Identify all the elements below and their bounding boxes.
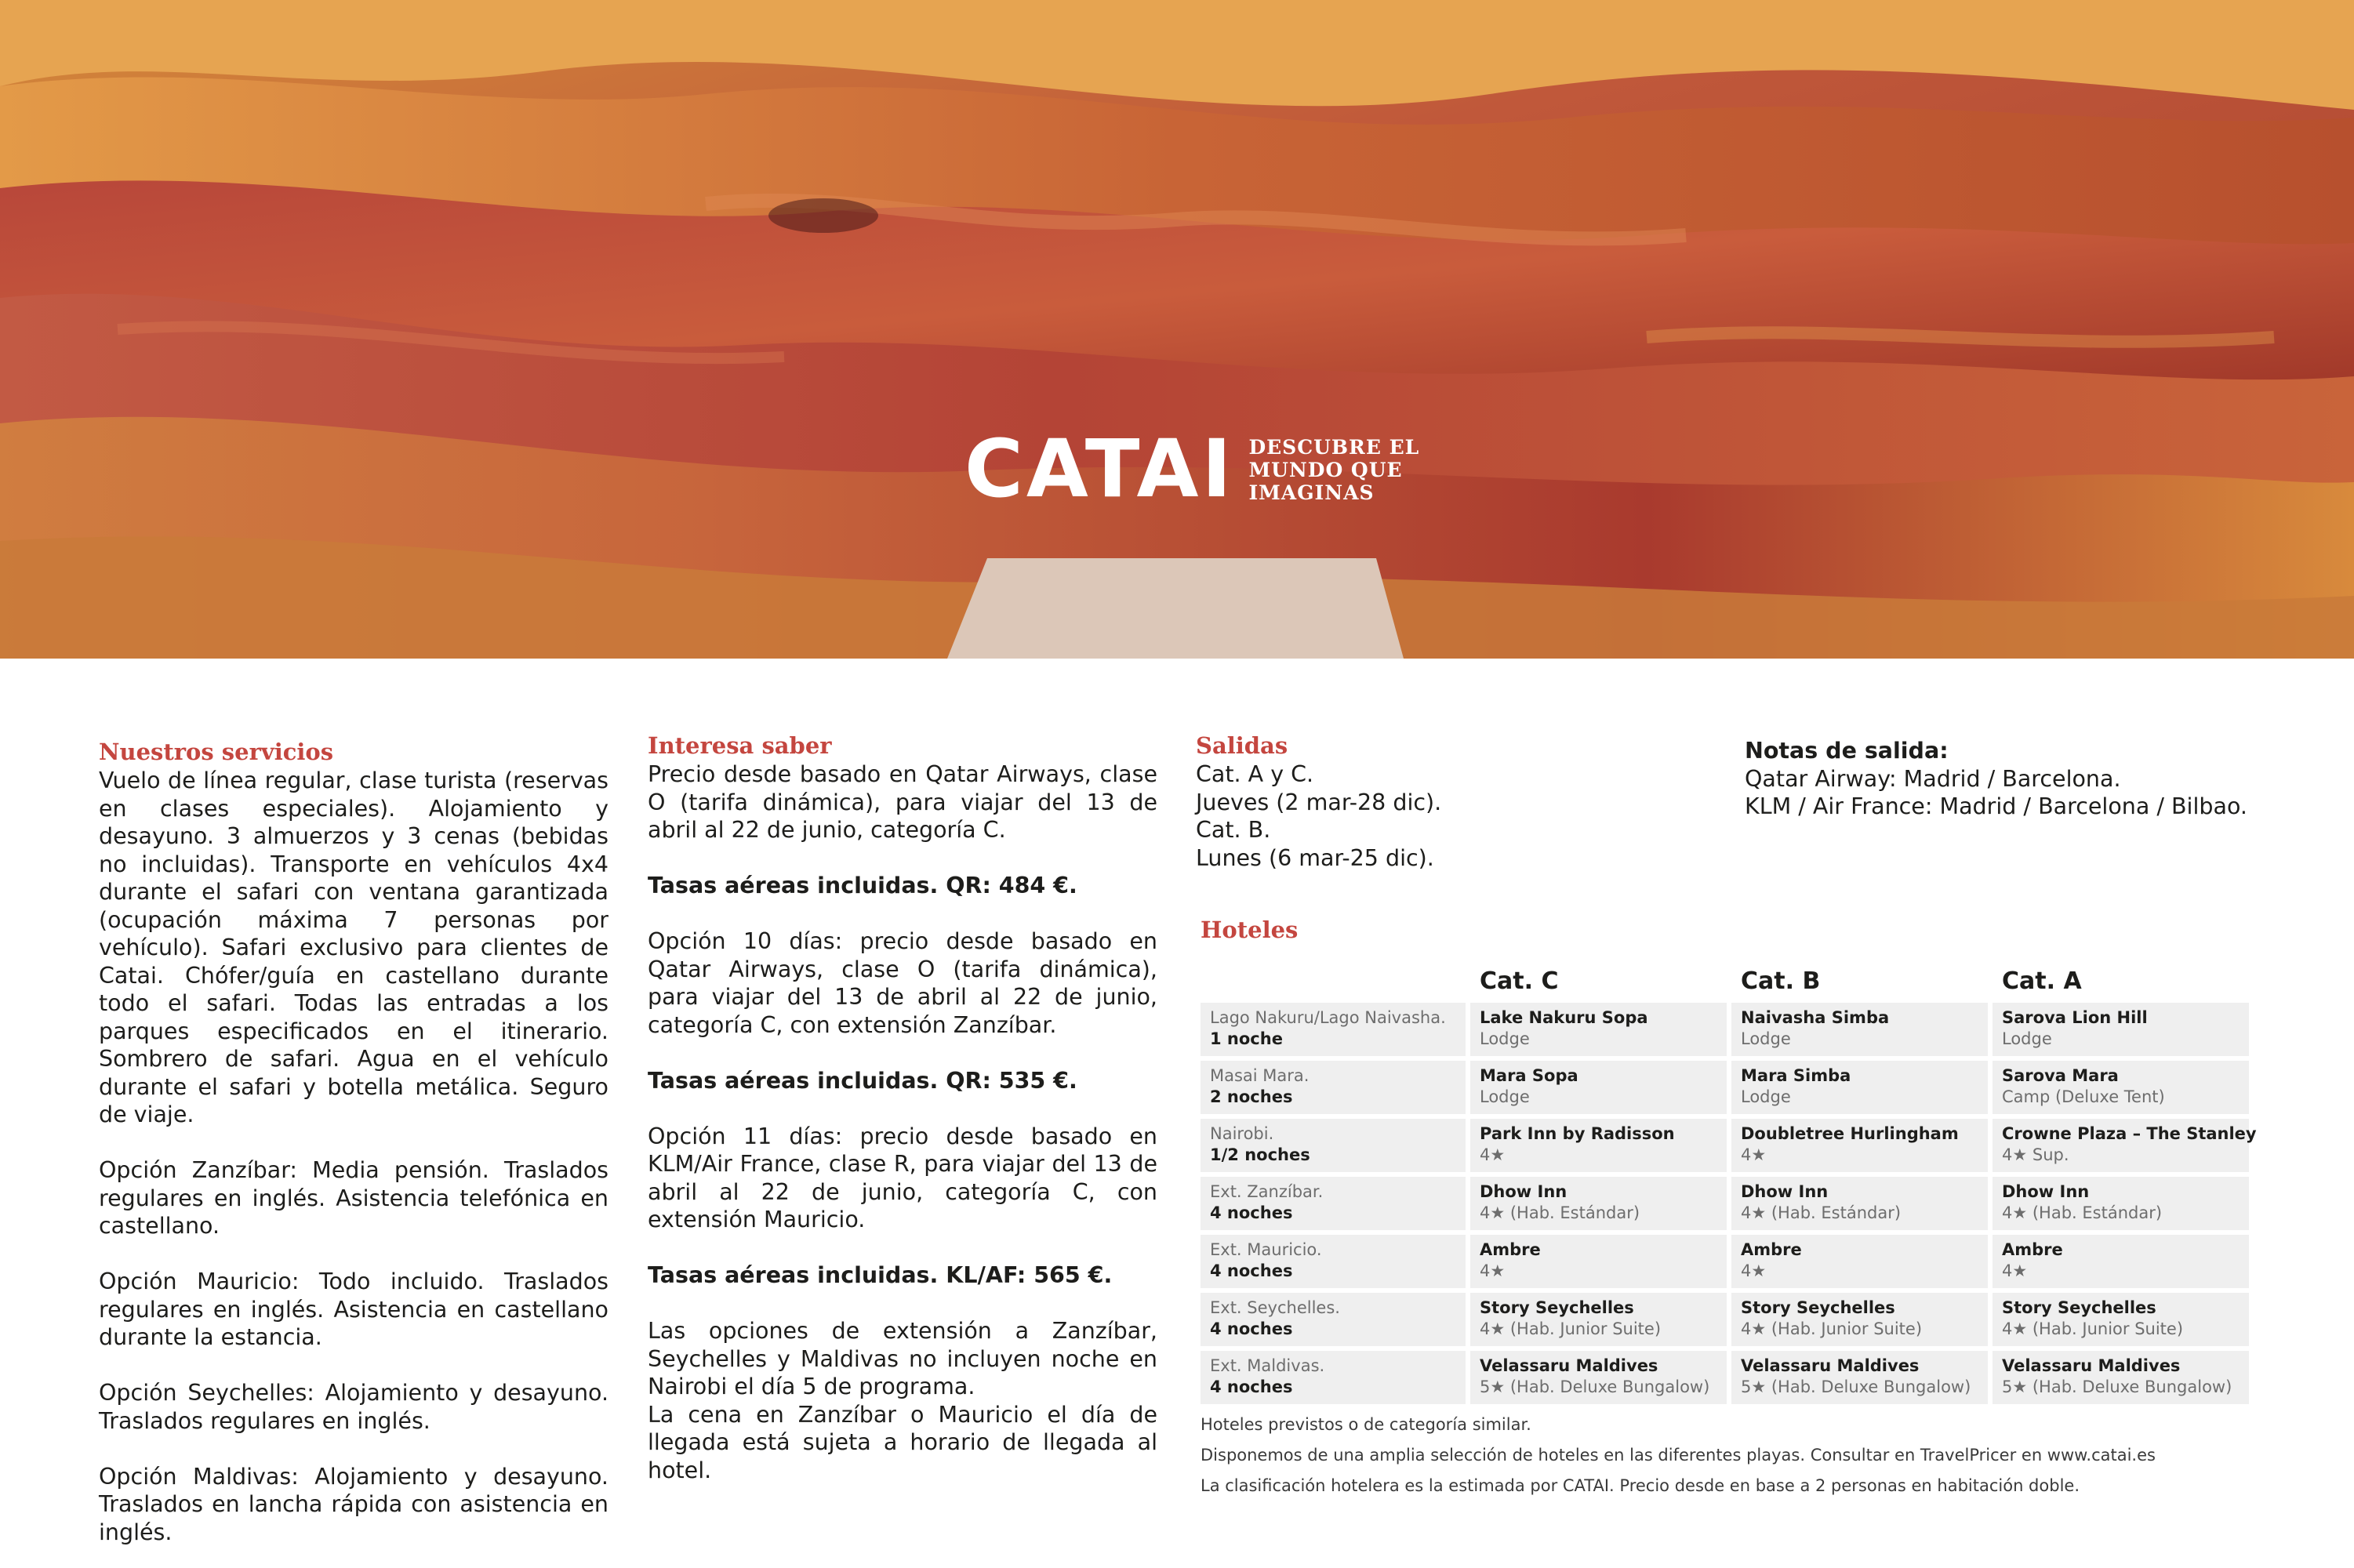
hotel-name: Park Inn by Radisson	[1480, 1124, 1675, 1143]
hotel-cell	[1731, 1235, 1988, 1288]
location-name: Ext. Seychelles.	[1210, 1298, 1340, 1317]
hotel-name: Story Seychelles	[1480, 1298, 1634, 1317]
hotel-cell	[1731, 1293, 1988, 1346]
tagline-line: DESCUBRE EL	[1248, 435, 1420, 459]
hotel-type: 4★ (Hab. Junior Suite)	[1741, 1319, 1923, 1338]
servicios-paragraph: Opción Seychelles: Alojamiento y desayuno. Traslados regulares en inglés.	[99, 1380, 608, 1434]
hotel-cell	[1993, 1119, 2257, 1172]
table-row	[1201, 1061, 2255, 1114]
location-cell	[1201, 1119, 1466, 1172]
salidas-line: Cat. B.	[1196, 817, 1271, 843]
tagline-line: MUNDO QUE	[1248, 458, 1403, 481]
location-name: Ext. Maldivas.	[1210, 1356, 1325, 1375]
hotel-type: Lodge	[2002, 1029, 2052, 1048]
hotel-type: Lodge	[1480, 1029, 1530, 1048]
salidas-title: Salidas	[1196, 732, 1288, 759]
hotel-cell	[1731, 1061, 1988, 1114]
servicios-paragraph: Opción Zanzíbar: Media pensión. Traslados regulares en inglés. Asistencia telefónica en castellano.	[99, 1157, 608, 1239]
table-row	[1201, 1351, 2255, 1404]
location-cell	[1201, 1061, 1466, 1114]
hotel-cell	[1993, 1177, 2249, 1230]
hotel-type: 4★ Sup.	[2002, 1145, 2069, 1164]
location-cell	[1201, 1351, 1466, 1404]
notas-section	[1745, 737, 2294, 821]
hotel-cell	[1470, 1235, 1727, 1288]
category-label: Cat. C	[1480, 967, 1559, 995]
catai-logo	[964, 423, 1420, 516]
hotel-name: Naivasha Simba	[1741, 1008, 1890, 1027]
hotel-cell	[1993, 1003, 2249, 1056]
hotel-type: 4★	[1741, 1145, 1767, 1164]
hotel-type: 4★ (Hab. Estándar)	[2002, 1203, 2163, 1222]
hotel-name: Crowne Plaza – The Stanley	[2002, 1124, 2257, 1143]
location-name: Masai Mara.	[1210, 1066, 1310, 1085]
hotel-name: Ambre	[2002, 1240, 2063, 1259]
table-row	[1201, 1119, 2255, 1172]
notas-line: Qatar Airway: Madrid / Barcelona.	[1745, 765, 2121, 792]
tasas-line: Tasas aéreas incluidas. QR: 535 €.	[648, 1067, 1077, 1094]
location-name: Lago Nakuru/Lago Naivasha.	[1210, 1008, 1446, 1027]
hotel-name: Doubletree Hurlingham	[1741, 1124, 1959, 1143]
hotel-name: Lake Nakuru Sopa	[1480, 1008, 1648, 1027]
location-nights: 2 noches	[1210, 1087, 1293, 1106]
interesa-section	[648, 731, 1157, 1484]
header-empty-cell	[1201, 963, 1466, 1000]
hotel-cell	[1731, 1003, 1988, 1056]
brand-name: CATAI	[964, 423, 1235, 516]
location-cell	[1201, 1235, 1466, 1288]
hotel-name: Dhow Inn	[1741, 1182, 1829, 1201]
header-cat-cell	[1731, 963, 1988, 1000]
table-row	[1201, 1003, 2255, 1056]
hotel-note: Hoteles previstos o de categoría similar.	[1201, 1415, 1531, 1434]
hotel-cell	[1470, 1293, 1727, 1346]
hotel-type: Lodge	[1480, 1087, 1530, 1106]
hoteles-title: Hoteles	[1201, 916, 1299, 943]
hotel-name: Story Seychelles	[2002, 1298, 2156, 1317]
location-nights: 4 noches	[1210, 1319, 1293, 1338]
category-label: Cat. A	[2002, 967, 2082, 995]
header-cat-cell	[1470, 963, 1727, 1000]
tasas-line: Tasas aéreas incluidas. QR: 484 €.	[648, 873, 1077, 898]
hotel-name: Ambre	[1480, 1240, 1541, 1259]
location-name: Nairobi.	[1210, 1124, 1274, 1143]
hotel-cell	[1731, 1119, 1988, 1172]
hotel-cell	[1470, 1119, 1727, 1172]
salidas-line: Cat. A y C.	[1196, 761, 1314, 787]
hotel-name: Mara Simba	[1741, 1066, 1851, 1085]
hotel-cell	[1993, 1061, 2249, 1114]
hero-photo	[0, 0, 2354, 659]
hotel-name: Sarova Mara	[2002, 1066, 2119, 1085]
hotel-cell	[1731, 1177, 1988, 1230]
hotel-name: Dhow Inn	[1480, 1182, 1568, 1201]
location-name: Ext. Zanzíbar.	[1210, 1182, 1324, 1201]
notas-title: Notas de salida:	[1745, 738, 1949, 764]
servicios-title: Nuestros servicios	[99, 739, 334, 765]
location-cell	[1201, 1293, 1466, 1346]
hotels-table	[1201, 963, 2255, 1409]
servicios-paragraph: Opción Maldivas: Alojamiento y desayuno. Traslados en lancha rápida con asistencia en inglés.	[99, 1463, 608, 1545]
brand-tagline	[1248, 436, 1419, 504]
servicios-section	[99, 737, 608, 1546]
hotel-cell	[1993, 1351, 2249, 1404]
location-cell	[1201, 1003, 1466, 1056]
location-nights: 1/2 noches	[1210, 1145, 1310, 1164]
hotel-rows	[1201, 1003, 2255, 1404]
location-nights: 1 noche	[1210, 1029, 1283, 1048]
hotel-type: 4★	[1480, 1261, 1506, 1280]
interesa-paragraph: Opción 10 días: precio desde basado en Qatar Airways, clase O (tarifa dinámica), para viajar del 13 de abril al 22 de junio, categoría C, con extensión Zanzíbar.	[648, 928, 1157, 1038]
hotel-cell	[1470, 1351, 1727, 1404]
hotel-cell	[1470, 1177, 1727, 1230]
hotel-name: Mara Sopa	[1480, 1066, 1578, 1085]
hotel-name: Ambre	[1741, 1240, 1802, 1259]
hotel-cell	[1470, 1061, 1727, 1114]
hotel-type: 4★ (Hab. Estándar)	[1741, 1203, 1902, 1222]
location-nights: 4 noches	[1210, 1261, 1293, 1280]
header-cat-cell	[1993, 963, 2249, 1000]
tasas-line: Tasas aéreas incluidas. KL/AF: 565 €.	[648, 1262, 1113, 1288]
location-nights: 4 noches	[1210, 1203, 1293, 1222]
salidas-line: Jueves (2 mar-28 dic).	[1196, 789, 1442, 815]
hotel-type: 4★ (Hab. Estándar)	[1480, 1203, 1640, 1222]
table-row	[1201, 1235, 2255, 1288]
hotel-type: 5★ (Hab. Deluxe Bungalow)	[2002, 1377, 2232, 1396]
hotel-type: 4★ (Hab. Junior Suite)	[2002, 1319, 2184, 1338]
hotel-notes	[1201, 1410, 2298, 1501]
servicios-paragraph: Vuelo de línea regular, clase turista (reservas en clases especiales). Alojamiento y desayuno. 3 almuerzos y 3 cenas (bebidas no incluidas). Transporte en vehículos 4x4 durante el safari con ventana garantizada (ocupación máxima 7 personas por vehículo). Safari exclusivo para clientes de Catai. Chófer/guía en castellano durante todo el safari. Todas las entradas a los parques especificados en el itinerario. Sombrero de safari. Agua en el vehículo durante el safari y botella metálica. Seguro de viaje.	[99, 768, 608, 1127]
hotel-name: Velassaru Maldives	[2002, 1356, 2181, 1375]
hotel-type: 4★	[1480, 1145, 1506, 1164]
table-row	[1201, 1177, 2255, 1230]
desert-dunes-image	[0, 0, 2354, 659]
hotel-name: Sarova Lion Hill	[2002, 1008, 2148, 1027]
hotel-note: La clasificación hotelera es la estimada por CATAI. Precio desde en base a 2 personas en habitación doble.	[1201, 1476, 2080, 1495]
hotel-type: Lodge	[1741, 1029, 1791, 1048]
hotel-cell	[1993, 1235, 2249, 1288]
hotel-cell	[1731, 1351, 1988, 1404]
location-nights: 4 noches	[1210, 1377, 1293, 1396]
hotel-type: 4★	[2002, 1261, 2028, 1280]
hotel-type: 4★ (Hab. Junior Suite)	[1480, 1319, 1662, 1338]
servicios-paragraph: Opción Mauricio: Todo incluido. Traslados regulares en inglés. Asistencia en castellano durante la estancia.	[99, 1269, 608, 1350]
interesa-paragraph: Las opciones de extensión a Zanzíbar, Seychelles y Maldivas no incluyen noche en Nairobi el día 5 de programa.	[648, 1318, 1157, 1399]
category-label: Cat. B	[1741, 967, 1821, 995]
hotel-name: Dhow Inn	[2002, 1182, 2090, 1201]
location-cell	[1201, 1177, 1466, 1230]
hotel-name: Velassaru Maldives	[1480, 1356, 1658, 1375]
interesa-paragraph: La cena en Zanzíbar o Mauricio el día de llegada está sujeta a horario de llegada al hotel.	[648, 1401, 1157, 1483]
location-name: Ext. Mauricio.	[1210, 1240, 1322, 1259]
hotel-type: 4★	[1741, 1261, 1767, 1280]
hotel-type: 5★ (Hab. Deluxe Bungalow)	[1741, 1377, 1971, 1396]
notas-line: KLM / Air France: Madrid / Barcelona / Bilbao.	[1745, 793, 2247, 819]
interesa-title: Interesa saber	[648, 732, 832, 759]
salidas-section	[1196, 731, 1651, 872]
interesa-paragraph: Opción 11 días: precio desde basado en KLM/Air France, clase R, para viajar del 13 de abril al 22 de junio, categoría C, con extensión Mauricio.	[648, 1123, 1157, 1232]
interesa-paragraph: Precio desde basado en Qatar Airways, clase O (tarifa dinámica), para viajar del 13 de abril al 22 de junio, categoría C.	[648, 761, 1157, 843]
hotel-name: Velassaru Maldives	[1741, 1356, 1920, 1375]
hotels-header-row	[1201, 963, 2255, 1000]
hotel-type: Lodge	[1741, 1087, 1791, 1106]
tagline-line: IMAGINAS	[1248, 481, 1375, 504]
table-row	[1201, 1293, 2255, 1346]
hotel-type: 5★ (Hab. Deluxe Bungalow)	[1480, 1377, 1710, 1396]
hotel-note: Disponemos de una amplia selección de hoteles en las diferentes playas. Consultar en TravelPricer en www.catai.es	[1201, 1446, 2156, 1465]
hotel-type: Camp (Deluxe Tent)	[2002, 1087, 2165, 1106]
salidas-line: Lunes (6 mar-25 dic).	[1196, 844, 1434, 871]
hotel-cell	[1993, 1293, 2249, 1346]
hotel-name: Story Seychelles	[1741, 1298, 1895, 1317]
hotel-cell	[1470, 1003, 1727, 1056]
